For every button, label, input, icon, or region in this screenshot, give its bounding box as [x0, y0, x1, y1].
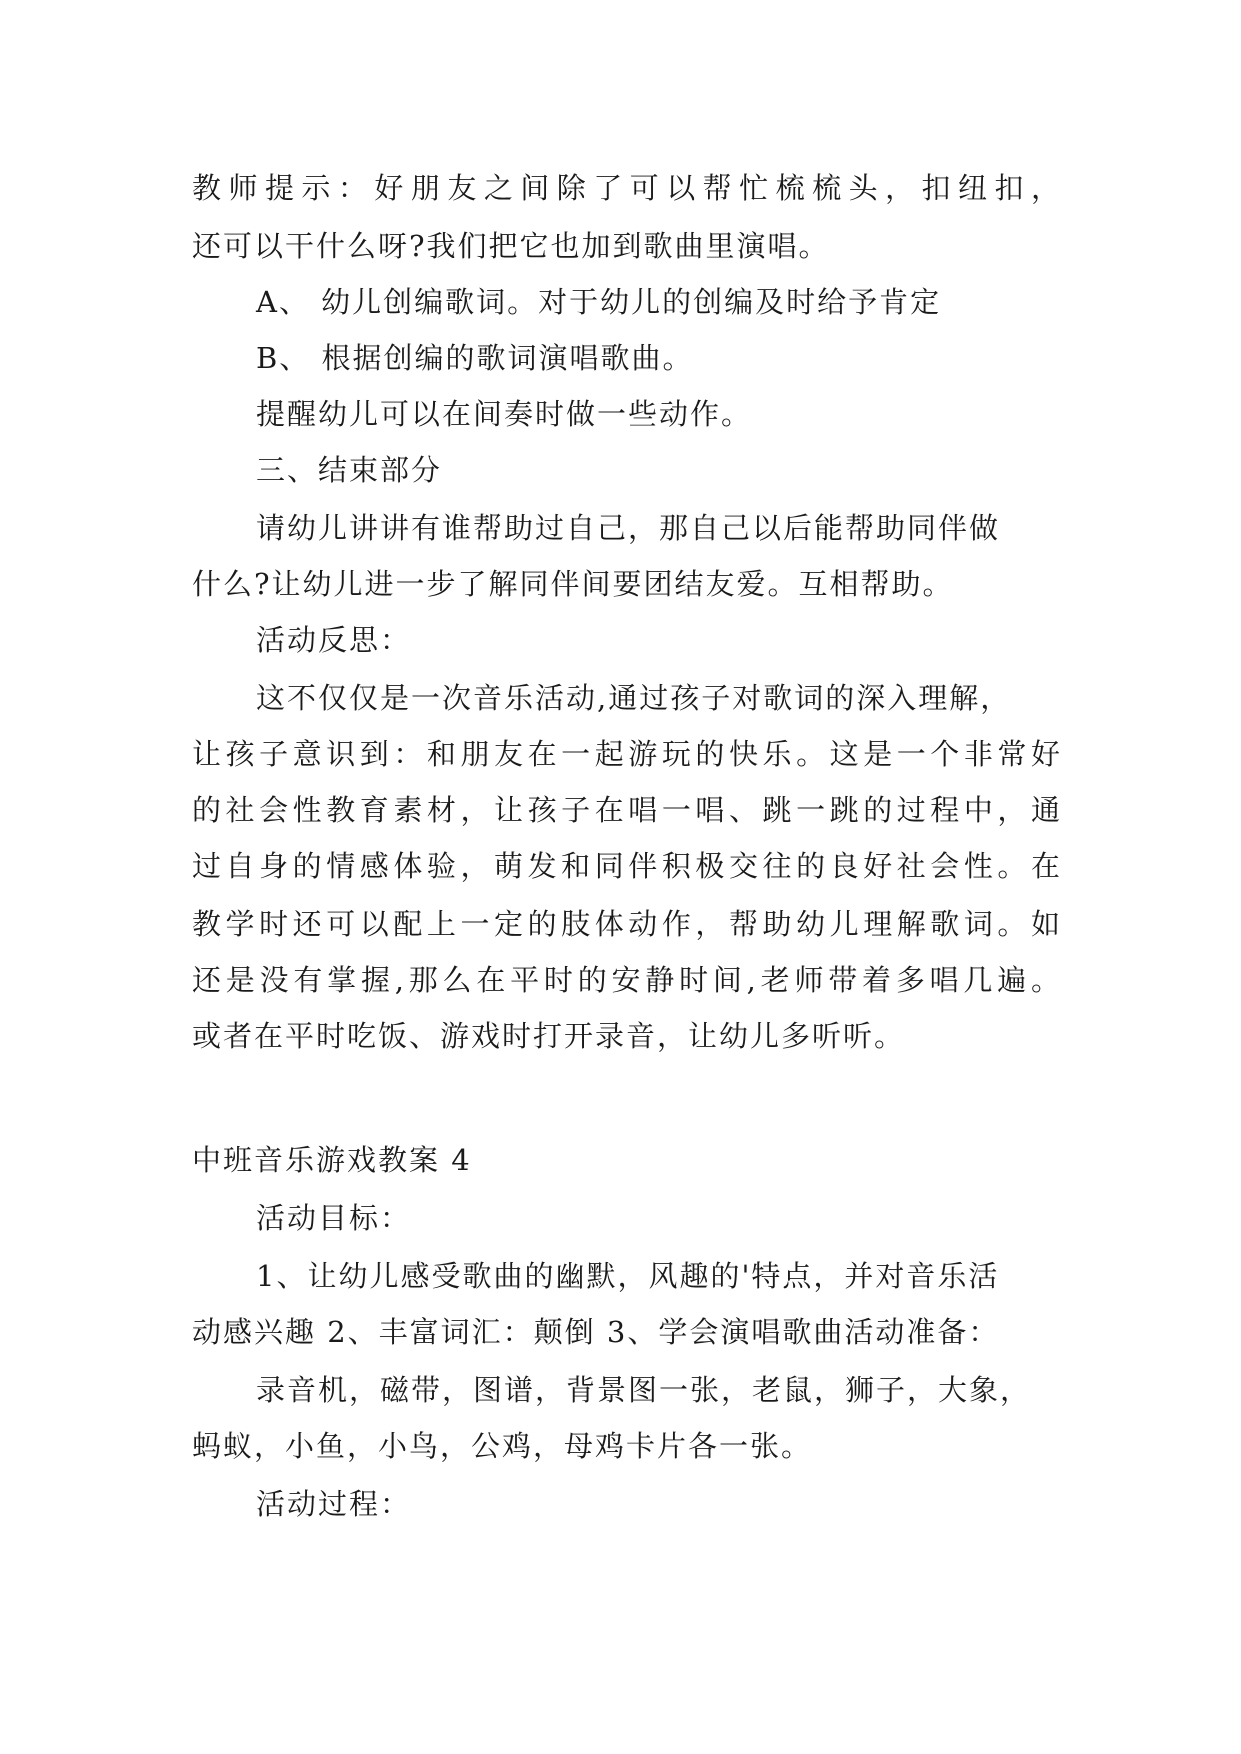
remind-line: 提醒幼儿可以在间奏时做一些动作。 — [256, 397, 753, 431]
section-heading: 中班音乐游戏教案 4 — [192, 1143, 472, 1177]
reflection-line-6: 还是没有掌握,那么在平时的安静时间,老师带着多唱几遍。 — [192, 963, 1062, 997]
reflection-line-1: 这不仅仅是一次音乐活动,通过孩子对歌词的深入理解， — [256, 681, 1012, 715]
part3-line-1: 请幼儿讲讲有谁帮助过自己，那自己以后能帮助同伴做 — [256, 511, 1001, 545]
goals-line-1: 1、让幼儿感受歌曲的幽默，风趣的'特点，并对音乐活 — [256, 1259, 1000, 1293]
reflection-line-7: 或者在平时吃饭、游戏时打开录音，让幼儿多听听。 — [192, 1019, 906, 1053]
item-a: A、 幼儿创编歌词。对于幼儿的创编及时给予肯定 — [256, 285, 942, 319]
part3-line-2: 什么?让幼儿进一步了解同伴间要团结友爱。互相帮助。 — [192, 567, 954, 601]
part3-title: 三、结束部分 — [256, 453, 443, 487]
goals-title: 活动目标： — [256, 1201, 412, 1235]
item-b: B、 根据创编的歌词演唱歌曲。 — [256, 341, 694, 375]
reflection-line-5: 教学时还可以配上一定的肢体动作，帮助幼儿理解歌词。如 — [192, 907, 1062, 941]
process-title: 活动过程： — [256, 1487, 412, 1521]
reflection-line-4: 过自身的情感体验，萌发和同伴积极交往的良好社会性。在 — [192, 849, 1062, 883]
prep-line-2: 蚂蚁，小鱼，小鸟，公鸡，母鸡卡片各一张。 — [192, 1429, 813, 1463]
prep-line-1: 录音机，磁带，图谱，背景图一张，老鼠，狮子，大象， — [256, 1373, 1032, 1407]
reflection-line-3: 的社会性教育素材，让孩子在唱一唱、跳一跳的过程中，通 — [192, 793, 1062, 827]
reflection-title: 活动反思： — [256, 623, 412, 657]
teacher-hint-line-1: 教师提示：好朋友之间除了可以帮忙梳梳头，扣纽扣， — [192, 171, 1062, 205]
teacher-hint-line-2: 还可以干什么呀?我们把它也加到歌曲里演唱。 — [192, 229, 830, 263]
goals-line-2: 动感兴趣 2、丰富词汇：颠倒 3、学会演唱歌曲活动准备： — [192, 1315, 1000, 1349]
reflection-line-2: 让孩子意识到：和朋友在一起游玩的快乐。这是一个非常好 — [192, 737, 1062, 771]
